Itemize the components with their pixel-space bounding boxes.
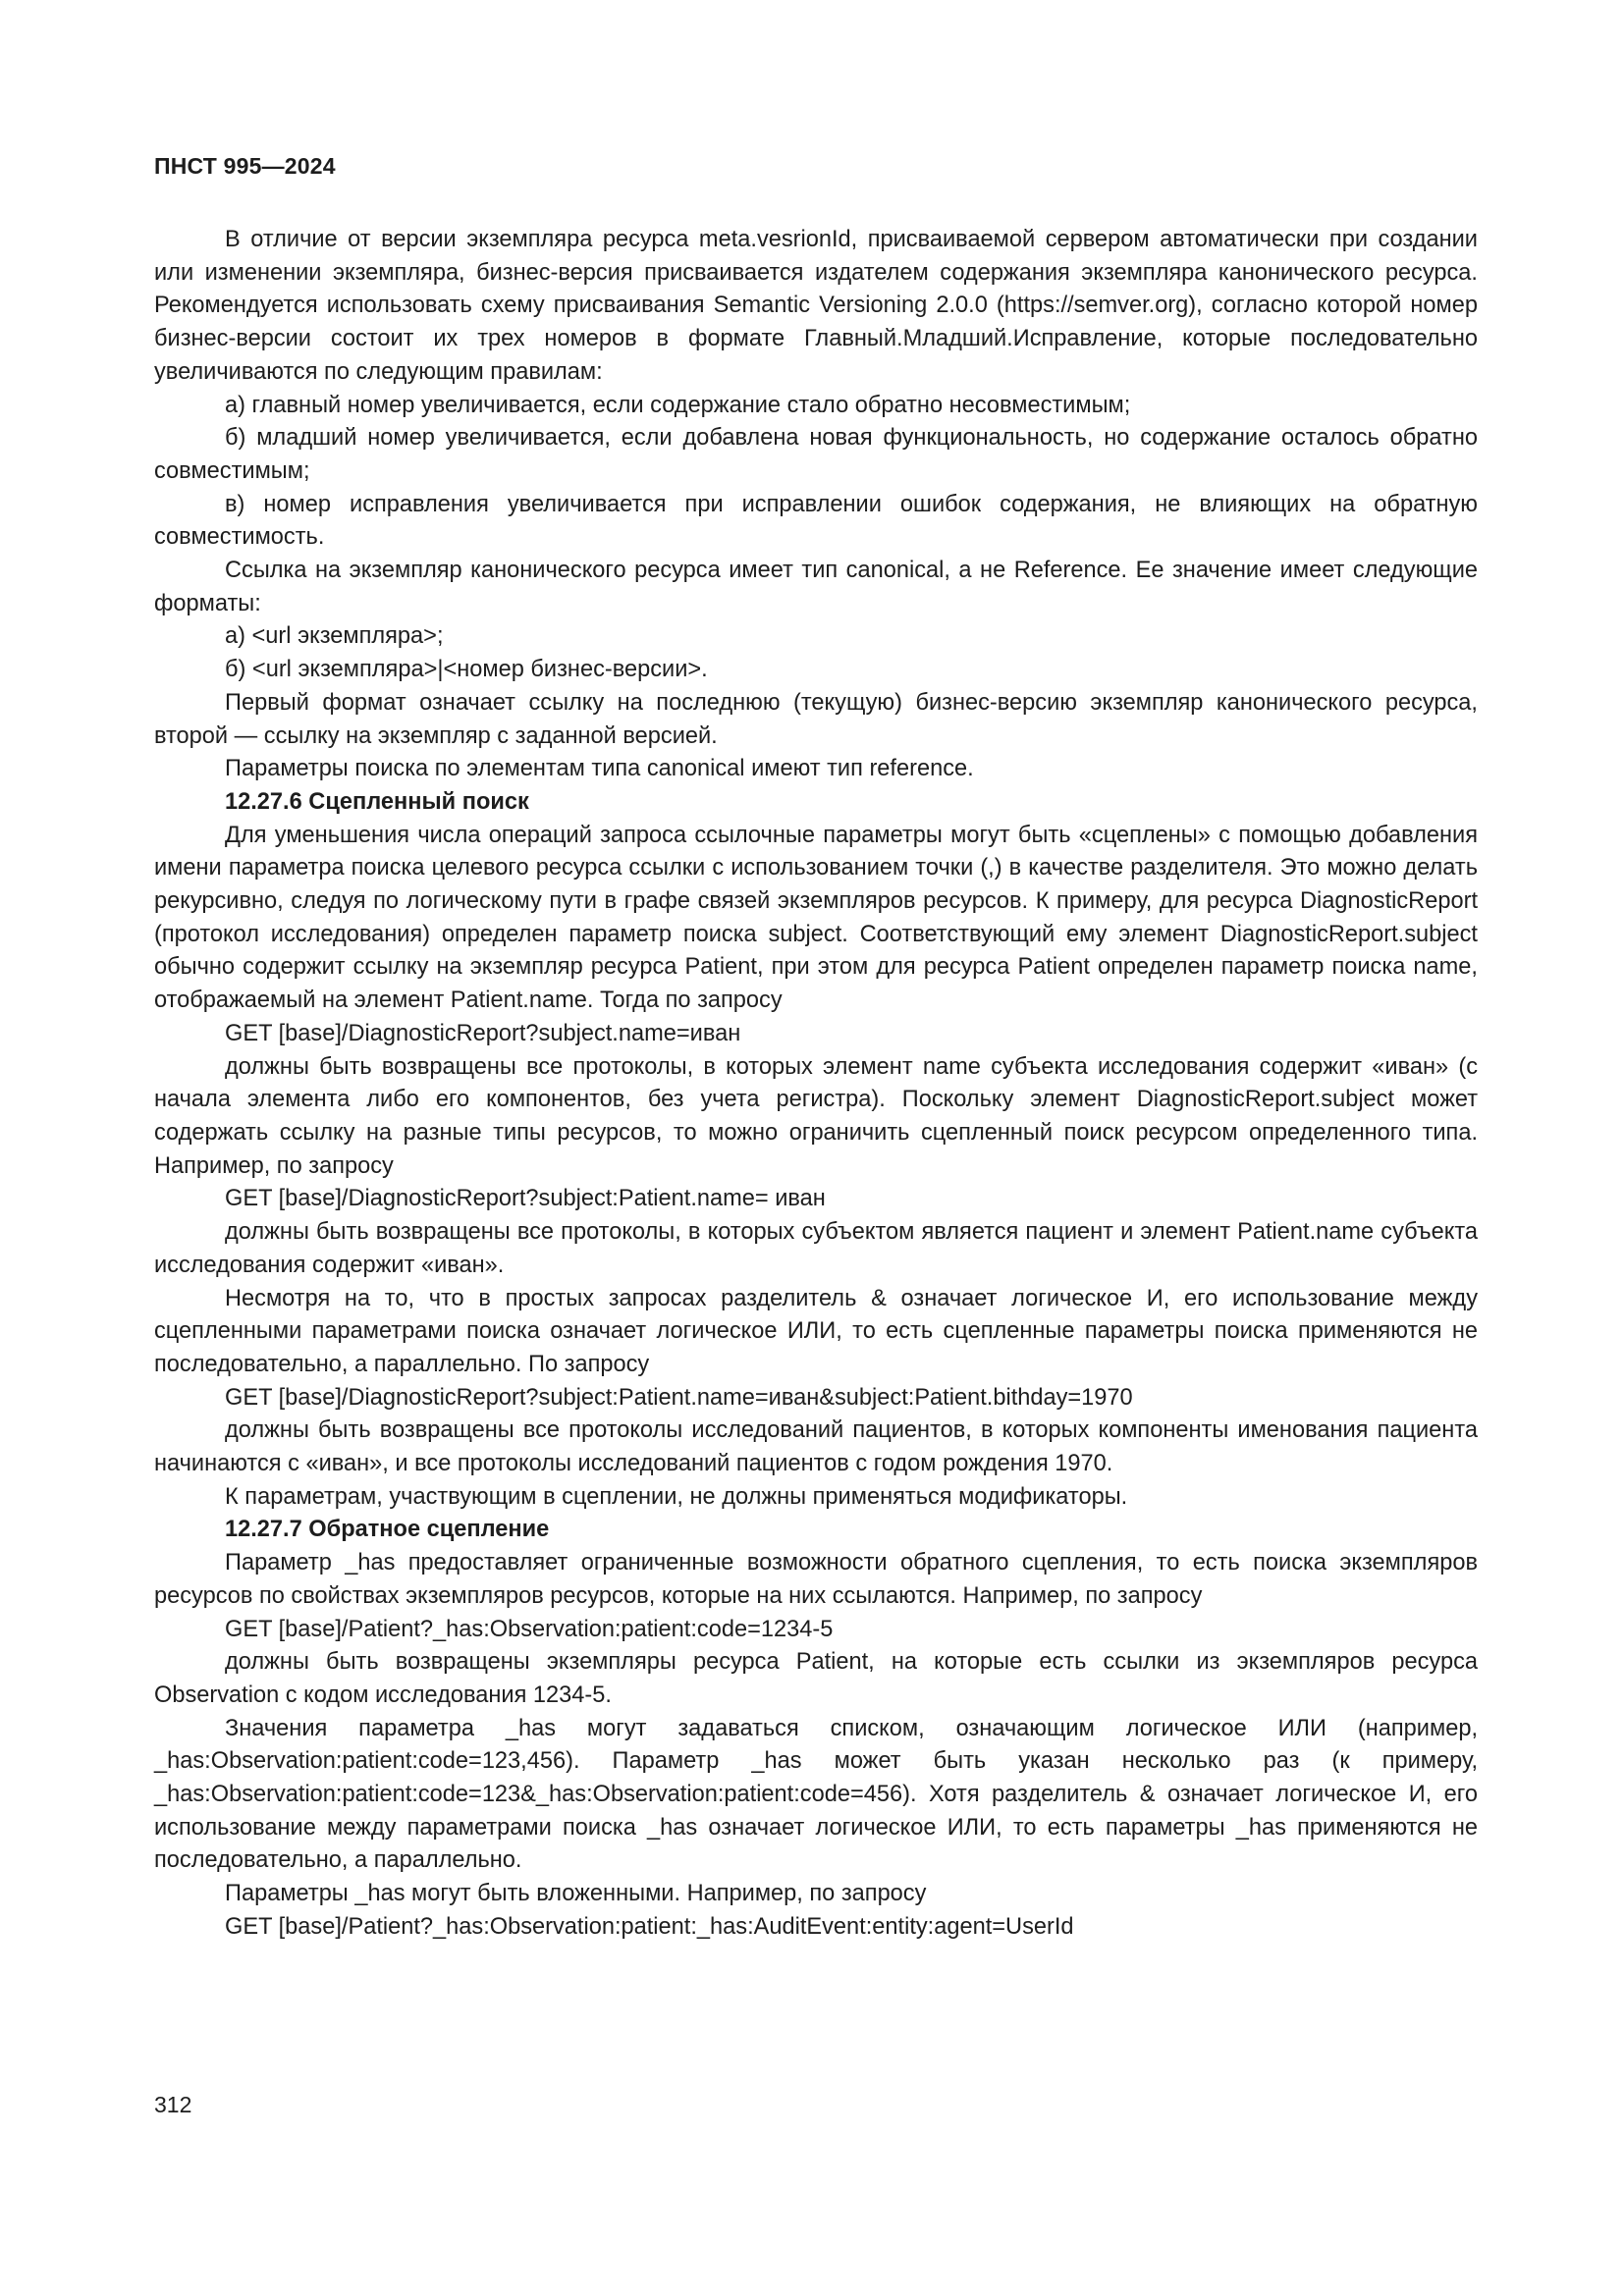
paragraph: Несмотря на то, что в простых запросах разделитель & означает логическое И, его использование между сцепленными параметрами поиска означает логическое ИЛИ, то есть сцепленные параметры поиска применяются не последовательно, а параллельно. По запросу [154,1285,1478,1377]
paragraph: Параметры поиска по элементам типа canonical имеют тип reference. [225,756,974,782]
paragraph: Параметры _has могут быть вложенными. Например, по запросу [225,1881,927,1907]
query-example: GET [base]/DiagnosticReport?subject:Patient.name= иван [225,1186,826,1212]
section-heading-12-27-7: 12.27.7 Обратное сцепление [225,1517,550,1543]
paragraph: должны быть возвращены все протоколы, в которых субъектом является пациент и элемент Patient.name субъекта исследования содержит «иван». [154,1219,1478,1278]
list-item: в) номер исправления увеличивается при исправлении ошибок содержания, не влияющих на обратную совместимость. [154,491,1478,551]
document-header: ПНСТ 995—2024 [154,153,336,179]
paragraph: Параметр _has предоставляет ограниченные возможности обратного сцепления, то есть поиска экземпляров ресурсов по свойствах экземпляров ресурсов, которые на них ссылаются. Например, по запросу [154,1550,1478,1609]
paragraph: должны быть возвращены все протоколы исследований пациентов, в которых компоненты именования пациента начинаются с «иван», и все протоколы исследований пациентов с годом рождения 1970. [154,1417,1478,1477]
page-number: 312 [154,2092,192,2117]
paragraph: должны быть возвращены экземпляры ресурса Patient, на которые есть ссылки из экземпляров ресурса Observation с кодом исследования 1234-5. [154,1649,1478,1708]
paragraph: К параметрам, участвующим в сцеплении, не должны применяться модификаторы. [225,1483,1128,1510]
query-example: GET [base]/Patient?_has:Observation:patient:_has:AuditEvent:entity:agent=UserId [225,1913,1074,1940]
list-item: а) <url экземпляра>; [225,623,444,650]
section-heading-12-27-6: 12.27.6 Сцепленный поиск [225,788,529,815]
list-item: б) <url экземпляра>|<номер бизнес-версии>. [225,657,708,683]
paragraph: В отличие от версии экземпляра ресурса meta.vesrionId, присваиваемой сервером автоматически при создании или изменении экземпляра, бизнес-версия присваивается издателем содержания экземпляра канонического ресурса. Рекомендуется использовать схему присваивания Semantic Versioning 2.0.0 (https://semver.org), согласно которой номер бизнес-версии состоит их трех номеров в формате Главный.Младший.Исправление, которые последовательно увеличиваются по следующим правилам: [154,227,1478,385]
list-item: б) младший номер увеличивается, если добавлена новая функциональность, но содержание осталось обратно совместимым; [154,425,1478,484]
paragraph: Значения параметра _has могут задаваться списком, означающим логическое ИЛИ (например, _has:Observation:patient:code=123,456). Параметр _has может быть указан несколько раз (к примеру, _has:Observation:patient:code=123&_has:Observation:patient:code=456). Хотя разделитель & означает логическое И, его использование между параметрами поиска _has означает логическое ИЛИ, то есть параметры _has применяются не последовательно, а параллельно. [154,1715,1478,1874]
paragraph: Ссылка на экземпляр канонического ресурса имеет тип canonical, а не Reference. Ее значение имеет следующие форматы: [154,558,1478,616]
query-example: GET [base]/Patient?_has:Observation:patient:code=1234-5 [225,1616,834,1642]
list-item: а) главный номер увеличивается, если содержание стало обратно несовместимым; [225,392,1131,418]
paragraph: Для уменьшения числа операций запроса ссылочные параметры могут быть «сцеплены» с помощью добавления имени параметра поиска целевого ресурса ссылки с использованием точки (,) в качестве разделителя. Это можно делать рекурсивно, следуя по логическому пути в графе связей экземпляров ресурсов. К примеру, для ресурса DiagnosticReport (протокол исследования) определен параметр поиска subject. Соответствующий ему элемент DiagnosticReport.subject обычно содержит ссылку на экземпляр ресурса Patient, при этом для ресурса Patient определен параметр поиска name, отображаемый на элемент Patient.name. Тогда по запросу [154,822,1478,1014]
paragraph: Первый формат означает ссылку на последнюю (текущую) бизнес-версию экземпляр канонического ресурса, второй — ссылку на экземпляр с заданной версией. [154,689,1478,749]
paragraph: должны быть возвращены все протоколы, в которых элемент name субъекта исследования содержит «иван» (с начала элемента либо его компонентов, без учета регистра). Поскольку элемент DiagnosticReport.subject может содержать ссылку на разные типы ресурсов, то можно ограничить сцепленный поиск ресурсом определенного типа. Например, по запросу [154,1053,1478,1179]
query-example: GET [base]/DiagnosticReport?subject:Patient.name=иван&subject:Patient.bithday=1970 [225,1384,1133,1411]
document-body [154,224,1478,1945]
query-example: GET [base]/DiagnosticReport?subject.name=иван [225,1020,741,1046]
